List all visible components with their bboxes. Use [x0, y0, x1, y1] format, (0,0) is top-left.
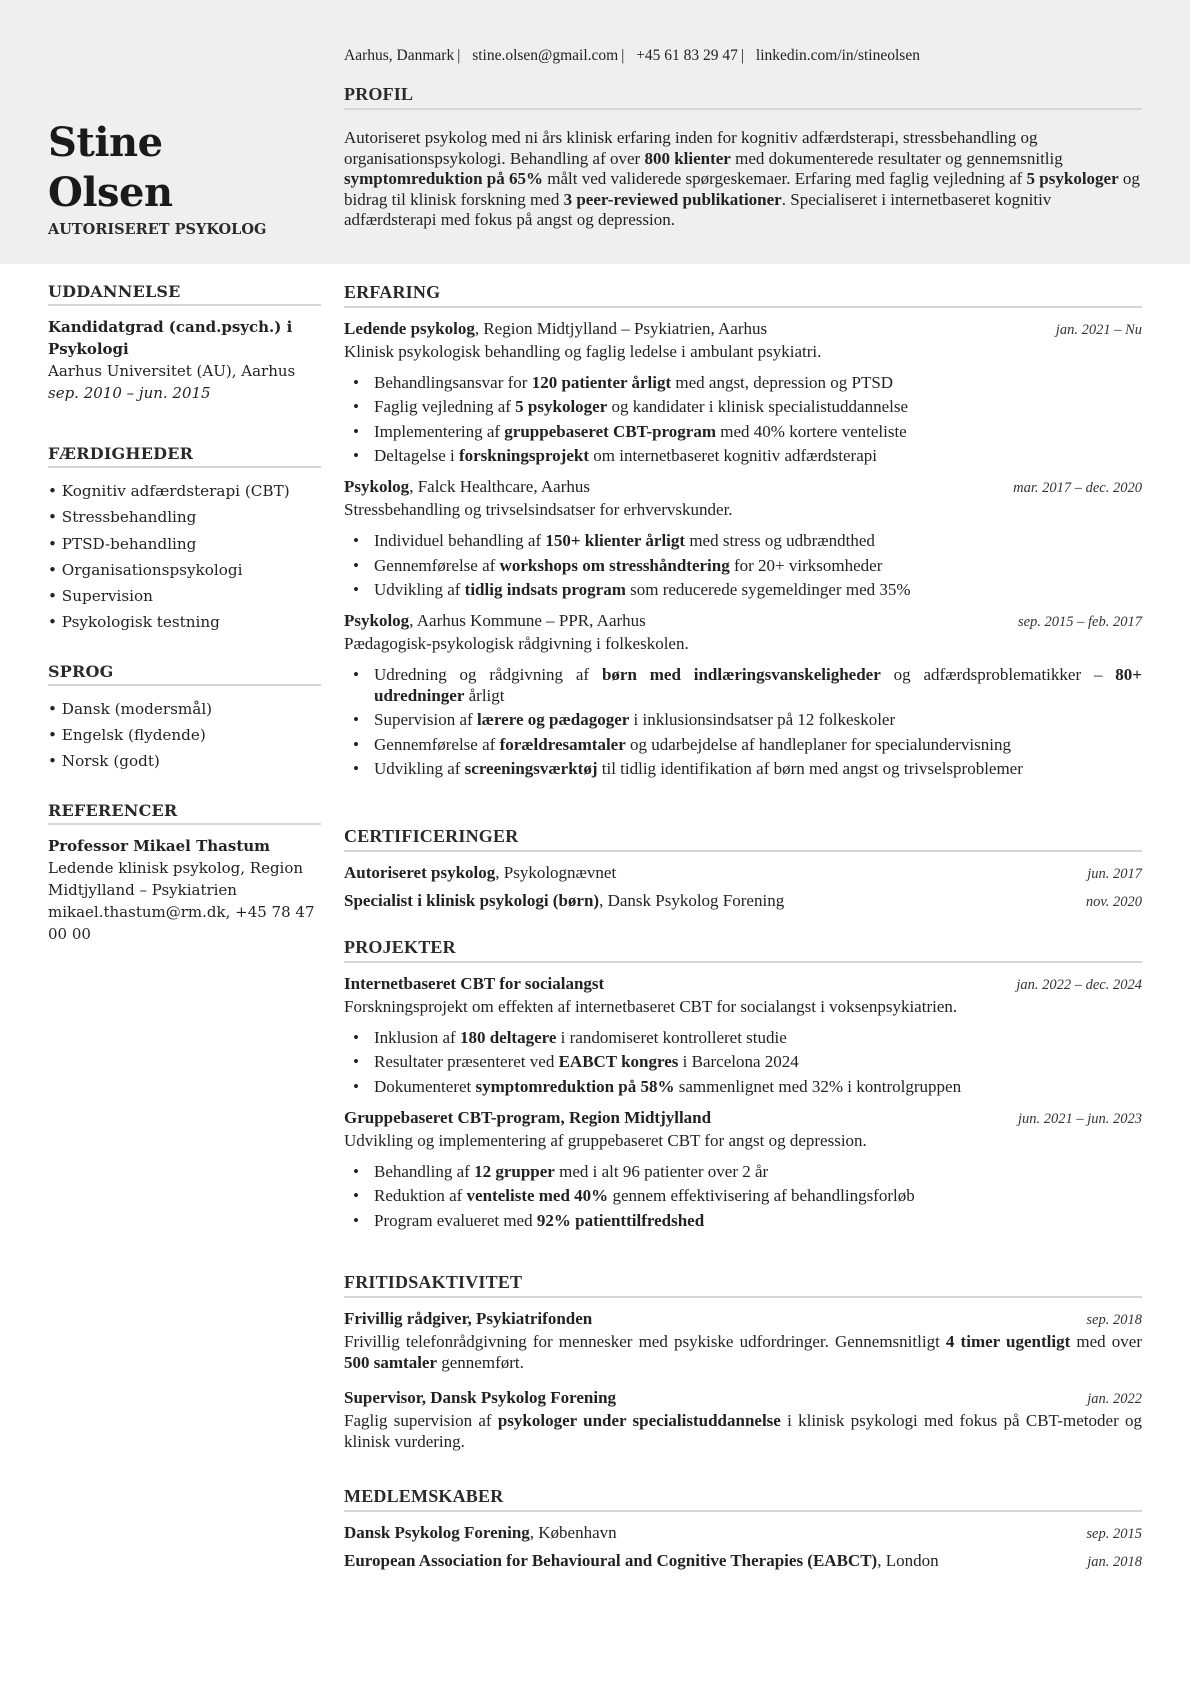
separator: | [621, 47, 625, 64]
job-dates: jan. 2021 – Nu [1055, 322, 1142, 338]
highlight: psykologer under specialistuddannelse [497, 1411, 781, 1430]
highlight: 800 klienter [644, 148, 731, 168]
language-item: • Norsk (godt) [48, 752, 160, 771]
certification-item [344, 890, 1142, 913]
job-role: Ledende psykolog [344, 319, 475, 338]
section-heading: CERTIFICERINGER [344, 826, 1142, 852]
project-bullets [344, 1161, 1142, 1231]
text: Deltagelse i [374, 446, 459, 466]
highlight: 4 timer ugentligt [945, 1332, 1071, 1351]
text: Inklusion af [374, 1028, 460, 1047]
projects-section [344, 937, 1142, 1241]
cert-org: , Psykolognævnet [495, 863, 617, 882]
text: og kandidater i klinisk specialistuddannelse [607, 397, 909, 417]
highlight: 12 grupper [474, 1161, 555, 1181]
project-dates: jun. 2021 – jun. 2023 [1017, 1110, 1142, 1127]
certification-item [344, 862, 1142, 885]
job-org: , Region Midtjylland – Psykiatrien, Aarhus [474, 319, 768, 338]
skill-label: Organisationspsykologi [61, 560, 243, 579]
volunteer-title: Supervisor, Dansk Psykolog Forening [344, 1388, 617, 1407]
section-heading: ERFARING [344, 282, 1142, 308]
job-summary: Klinisk psykologisk behandling og faglig ledelse i ambulant psykiatri. [344, 342, 822, 361]
project-bullets [344, 1027, 1142, 1097]
text: Behandling af [374, 1161, 475, 1181]
contact-email[interactable]: stine.olsen@gmail.com [472, 47, 619, 64]
project-summary: Forskningsprojekt om effekten af internetbaseret CBT for socialangst i voksenpsykiatrien. [344, 997, 958, 1016]
highlight: 120 patienter årligt [531, 373, 672, 392]
text: Faglig vejledning af [374, 397, 516, 417]
text: i inklusionsindsatser på 12 folkeskoler [629, 710, 896, 730]
job-title-line [344, 318, 767, 339]
highlight: 5 psykologer [515, 397, 608, 417]
skill-item: • Supervision [48, 587, 153, 606]
highlight: lærere og pædagoger [476, 710, 630, 730]
name-first: Stine [48, 119, 163, 166]
job-title: AUTORISERET PSYKOLOG [48, 221, 267, 238]
membership-date: jan. 2018 [1087, 1554, 1142, 1570]
bullet-item [374, 709, 1142, 730]
contact-phone[interactable]: +45 61 83 29 47 [636, 47, 738, 64]
job-bullets [344, 372, 1142, 466]
highlight: 5 psykologer [1026, 169, 1119, 189]
highlight: børn med indlæringsvanskeligheder [601, 664, 881, 684]
text: med i alt 96 patienter over 2 år [554, 1161, 769, 1181]
highlight: 500 samtaler [344, 1353, 438, 1372]
bullet-item [374, 396, 1142, 417]
job-bullets [344, 664, 1142, 779]
bullet-item [374, 1051, 1142, 1072]
bullet-item [374, 530, 1142, 551]
skill-label: Stressbehandling [61, 508, 197, 527]
bullet-item [374, 579, 1142, 600]
text: om internetbaseret kognitiv adfærdsterapi [589, 446, 877, 466]
job-entry [344, 610, 1142, 779]
project-title: Internetbaseret CBT for socialangst [344, 974, 605, 993]
bullet-item [374, 1210, 1142, 1231]
cert-date: jun. 2017 [1087, 866, 1142, 882]
job-title-line [344, 610, 646, 631]
text: med over [1070, 1332, 1142, 1351]
contact-line [344, 47, 920, 65]
text: Implementering af [374, 421, 505, 441]
job-title-line [344, 476, 590, 497]
bullet-item [374, 664, 1142, 706]
project-summary: Udvikling og implementering af gruppebaseret CBT for angst og depression. [344, 1130, 867, 1150]
volunteer-entry [344, 1387, 1142, 1452]
highlight: 3 peer-reviewed publikationer [563, 189, 782, 209]
text: Dokumenteret [374, 1076, 476, 1096]
volunteer-title: Frivillig rådgiver, Psykiatrifonden [344, 1309, 593, 1328]
text: Reduktion af [374, 1186, 467, 1206]
separator: | [740, 47, 745, 64]
reference-contact[interactable]: mikael.thastum@rm.dk, +45 78 47 00 00 [48, 902, 315, 943]
text: gennem effektivisering af behandlingsforløb [608, 1186, 915, 1206]
highlight: forældresamtaler [499, 734, 626, 754]
memberships-section [344, 1486, 1142, 1573]
project-title: Gruppebaseret CBT-program, Region Midtjylland [344, 1107, 712, 1127]
text: til tidlig identifikation af børn med angst og trivselsproblemer [597, 759, 1023, 779]
bullet-item [374, 421, 1142, 442]
skill-label: Psykologisk testning [61, 613, 220, 632]
text: gennemført. [437, 1353, 524, 1372]
highlight: tidlig indsats program [464, 579, 626, 599]
languages-section [48, 662, 321, 775]
text: Behandlingsansvar for [374, 373, 532, 392]
language-label: Engelsk (flydende) [61, 726, 206, 745]
reference-name: Professor Mikael Thastum [48, 836, 271, 855]
references-section [48, 801, 321, 945]
job-summary: Stressbehandling og trivselsindsatser for erhvervskunder. [344, 500, 733, 520]
job-role: Psykolog [344, 477, 410, 497]
cert-date: nov. 2020 [1085, 894, 1142, 910]
text: med 40% kortere venteliste [716, 421, 907, 441]
degree: Kandidatgrad (cand.psych.) i Psykologi [48, 318, 293, 358]
volunteer-description [344, 1331, 1142, 1373]
language-item: • Dansk (modersmål) [48, 699, 213, 718]
skill-item: • Psykologisk testning [48, 613, 220, 632]
job-dates: sep. 2015 – feb. 2017 [1017, 613, 1142, 630]
skills-section [48, 444, 321, 636]
bullet-item [374, 1027, 1142, 1048]
membership-place: , London [877, 1551, 939, 1570]
bullet-item [374, 758, 1142, 779]
certifications-section [344, 826, 1142, 913]
job-role: Psykolog [344, 610, 410, 630]
language-label: Norsk (godt) [61, 752, 160, 771]
section-heading: PROJEKTER [344, 937, 1142, 963]
text: . Specialiseret i internetbaseret kognitiv adfærdsterapi med fokus på angst og depression. [344, 189, 1052, 230]
bullet-item [374, 1076, 1142, 1097]
reference-entry [48, 835, 321, 945]
membership-date: sep. 2015 [1086, 1526, 1142, 1542]
project-dates: jan. 2022 – dec. 2024 [1016, 977, 1142, 993]
job-entry [344, 476, 1142, 600]
bullet-item [374, 1185, 1142, 1206]
text: Gennemførelse af [374, 734, 500, 754]
membership-item [344, 1550, 1142, 1573]
text: målt ved validerede spørgeskemaer. Erfaring med faglig vejledning af [543, 169, 1027, 189]
job-summary: Pædagogisk-psykologisk rådgivning i folkeskolen. [344, 633, 689, 653]
skill-item: • Stressbehandling [48, 508, 197, 527]
text: med angst, depression og PTSD [671, 373, 894, 392]
job-org: , Aarhus Kommune – PPR, Aarhus [409, 610, 646, 630]
volunteer-date: sep. 2018 [1086, 1312, 1142, 1328]
cert-name: Specialist i klinisk psykologi (børn) [344, 891, 600, 910]
text: årligt [464, 685, 505, 705]
section-heading: SPROG [48, 662, 321, 686]
section-heading: REFERENCER [48, 801, 321, 825]
highlight: symptomreduktion på 65% [344, 169, 543, 189]
section-heading: PROFIL [344, 84, 1142, 110]
profile-text [344, 128, 1142, 231]
experience-section [344, 282, 1142, 789]
volunteer-date: jan. 2022 [1087, 1391, 1142, 1407]
section-heading: UDDANNELSE [48, 282, 321, 306]
text: i klinisk psykologi med fokus på CBT-metoder og klinisk vurdering. [344, 1411, 1142, 1451]
skill-item: • Kognitiv adfærdsterapi (CBT) [48, 482, 290, 500]
highlight: 92% patienttilfredshed [536, 1210, 705, 1230]
text: og adfærdsproblematikker – [880, 664, 1116, 684]
text: og udarbejdelse af handleplaner for specialundervisning [625, 734, 1011, 754]
job-dates: mar. 2017 – dec. 2020 [1013, 480, 1142, 497]
separator: | [457, 47, 461, 64]
profile-section [344, 84, 1142, 231]
skill-label: Kognitiv adfærdsterapi (CBT) [61, 482, 290, 500]
highlight: workshops om stresshåndtering [499, 555, 730, 575]
job-entry [344, 318, 1142, 466]
text: Supervision af [374, 710, 477, 730]
name-last: Olsen [48, 169, 173, 216]
membership-name: Dansk Psykolog Forening [344, 1523, 530, 1542]
language-label: Dansk (modersmål) [61, 699, 213, 718]
highlight: 80+ udredninger [374, 664, 1142, 705]
text: Frivillig telefonrådgivning for mennesker med psykiske udfordringer. Gennemsnitligt [344, 1332, 946, 1351]
highlight: symptomreduktion på 58% [475, 1076, 675, 1096]
text: med stress og udbrændthed [685, 531, 875, 551]
section-heading: MEDLEMSKABER [344, 1486, 1142, 1512]
skill-item: • PTSD-behandling [48, 534, 197, 553]
bullet-item [374, 372, 1142, 393]
highlight: screeningsværktøj [464, 759, 598, 779]
skill-label: PTSD-behandling [61, 534, 197, 553]
bullet-item [374, 1161, 1142, 1182]
education-dates: sep. 2010 – jun. 2015 [48, 384, 211, 402]
bullet-item [374, 555, 1142, 576]
text: Autoriseret psykolog med ni års klinisk erfaring inden for kognitiv adfærdsterapi, stressbehandling og organisationspsykologi. Behandling af over [344, 128, 1038, 168]
text: og bidrag til klinisk forskning med [344, 169, 1140, 209]
text: Udvikling af [374, 579, 465, 599]
reference-role: Ledende klinisk psykolog, Region Midtjylland – Psykiatrien [48, 858, 304, 899]
education-section [48, 282, 321, 404]
text: sammenlignet med 32% i kontrolgruppen [674, 1076, 962, 1096]
cert-org: , Dansk Psykolog Forening [599, 891, 785, 910]
text: Program evalueret med [374, 1210, 537, 1230]
volunteer-entry [344, 1308, 1142, 1373]
highlight: gruppebaseret CBT-program [504, 421, 717, 441]
text: med dokumenterede resultater og gennemsnitlig [730, 148, 1063, 168]
text: i Barcelona 2024 [678, 1052, 799, 1072]
text: som reducerede sygemeldinger med 35% [625, 579, 911, 599]
highlight: EABCT kongres [558, 1052, 679, 1072]
cert-name: Autoriseret psykolog [344, 863, 496, 882]
highlight: forskningsprojekt [458, 446, 590, 466]
candidate-name [48, 118, 173, 218]
membership-name: European Association for Behavioural and Cognitive Therapies (EABCT) [344, 1551, 878, 1570]
membership-place: , København [529, 1523, 617, 1542]
left-column [48, 282, 321, 971]
text: Udvikling af [374, 759, 465, 779]
highlight: 150+ klienter årligt [545, 531, 686, 551]
highlight: 180 deltagere [459, 1028, 557, 1047]
text: for 20+ virksomheder [729, 555, 883, 575]
bullet-item [374, 445, 1142, 466]
text: Individuel behandling af [374, 531, 546, 551]
text: Faglig supervision af [344, 1411, 498, 1430]
skill-item: • Organisationspsykologi [48, 560, 243, 579]
volunteer-description [344, 1410, 1142, 1452]
project-entry [344, 1107, 1142, 1231]
volunteering-section [344, 1272, 1142, 1462]
highlight: venteliste med 40% [466, 1186, 609, 1206]
text: Gennemførelse af [374, 555, 500, 575]
text: i randomiseret kontrolleret studie [556, 1028, 787, 1047]
education-entry [48, 316, 321, 404]
bullet-item [374, 734, 1142, 755]
job-bullets [344, 530, 1142, 600]
section-heading: FRITIDSAKTIVITET [344, 1272, 1142, 1298]
contact-location: Aarhus, Danmark [344, 47, 455, 64]
skill-label: Supervision [61, 587, 153, 606]
project-entry [344, 973, 1142, 1097]
text: Resultater præsenteret ved [374, 1052, 559, 1072]
text: Udredning og rådgivning af [374, 664, 602, 684]
membership-item [344, 1522, 1142, 1545]
contact-linkedin[interactable]: linkedin.com/in/stineolsen [755, 47, 920, 64]
language-item: • Engelsk (flydende) [48, 726, 206, 745]
section-heading: FÆRDIGHEDER [48, 444, 321, 468]
school: Aarhus Universitet (AU), Aarhus [48, 362, 296, 380]
job-org: , Falck Healthcare, Aarhus [409, 477, 590, 497]
